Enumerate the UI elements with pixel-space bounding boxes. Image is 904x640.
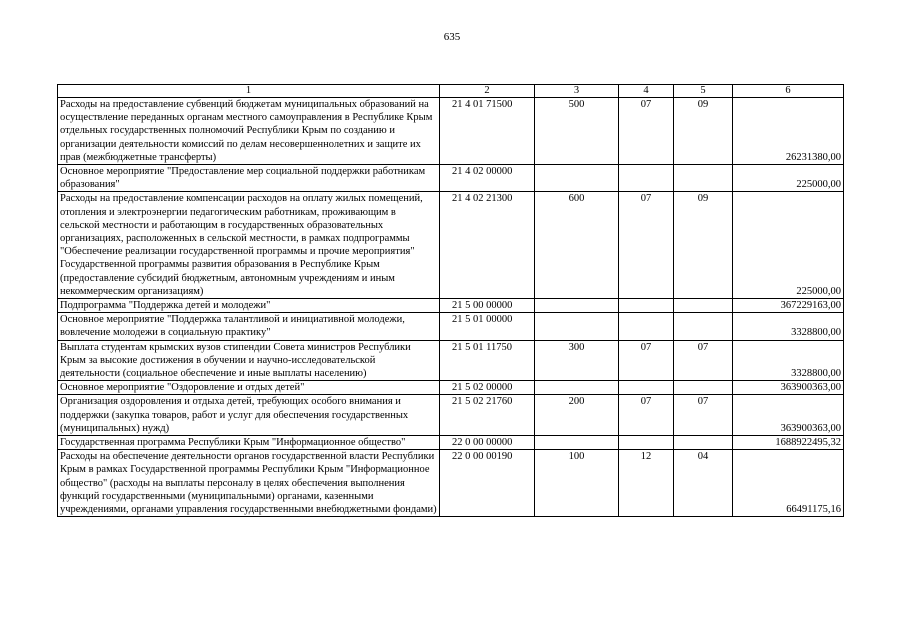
subsection-cell (674, 299, 733, 313)
table-row (58, 192, 844, 299)
section-cell (619, 313, 674, 340)
expense-type-cell (535, 299, 619, 313)
section-cell: 07 (619, 340, 674, 381)
target-code-cell: 21 5 00 00000 (440, 299, 535, 313)
subsection-cell: 09 (674, 98, 733, 165)
column-header: 4 (619, 85, 674, 98)
section-cell (619, 436, 674, 450)
amount-cell: 225000,00 (733, 192, 844, 299)
target-code-cell: 21 5 01 00000 (440, 313, 535, 340)
table-row (58, 165, 844, 192)
table-row (58, 313, 844, 340)
table-row (58, 340, 844, 381)
expense-type-cell: 300 (535, 340, 619, 381)
table-header-row (58, 85, 844, 98)
target-code-cell: 21 4 01 71500 (440, 98, 535, 165)
expense-type-cell (535, 165, 619, 192)
table-row (58, 98, 844, 165)
subsection-cell (674, 436, 733, 450)
expense-name-cell: Организация оздоровления и отдыха детей, требующих особого внимания и поддержки (закупка товаров, работ и услуг для обеспечения государственных (муниципальных) нужд) (58, 395, 440, 436)
subsection-cell (674, 165, 733, 192)
expense-name-cell: Основное мероприятие "Поддержка талантливой и инициативной молодежи, вовлечение молодежи в социальную практику" (58, 313, 440, 340)
target-code-cell: 21 4 02 00000 (440, 165, 535, 192)
column-header: 1 (58, 85, 440, 98)
amount-cell: 26231380,00 (733, 98, 844, 165)
section-cell: 07 (619, 98, 674, 165)
target-code-cell: 21 5 02 00000 (440, 381, 535, 395)
expense-type-cell: 100 (535, 450, 619, 517)
subsection-cell (674, 313, 733, 340)
amount-cell: 3328800,00 (733, 313, 844, 340)
expense-type-cell: 500 (535, 98, 619, 165)
column-header: 3 (535, 85, 619, 98)
amount-cell: 363900363,00 (733, 381, 844, 395)
expense-type-cell (535, 381, 619, 395)
expense-type-cell: 200 (535, 395, 619, 436)
amount-cell: 3328800,00 (733, 340, 844, 381)
section-cell (619, 381, 674, 395)
expense-type-cell: 600 (535, 192, 619, 299)
target-code-cell: 21 5 01 11750 (440, 340, 535, 381)
expense-name-cell: Основное мероприятие "Предоставление мер социальной поддержки работникам образования" (58, 165, 440, 192)
section-cell (619, 165, 674, 192)
subsection-cell (674, 381, 733, 395)
table-row (58, 436, 844, 450)
expense-name-cell: Расходы на обеспечение деятельности органов государственной власти Республики Крым в рамках Государственной программы Республики Крым "Информационное общество" (расходы на выплаты персоналу в целях обеспечения выполнения функций государственными (муниципальными) органами, казенными учреждениями, органами управления государственными внебюджетными фондами) (58, 450, 440, 517)
subsection-cell: 07 (674, 395, 733, 436)
expense-name-cell: Государственная программа Республики Крым "Информационное общество" (58, 436, 440, 450)
amount-cell: 66491175,16 (733, 450, 844, 517)
subsection-cell: 09 (674, 192, 733, 299)
table-row (58, 395, 844, 436)
column-header: 6 (733, 85, 844, 98)
budget-table (57, 84, 844, 517)
expense-type-cell (535, 313, 619, 340)
expense-type-cell (535, 436, 619, 450)
target-code-cell: 22 0 00 00190 (440, 450, 535, 517)
table-row (58, 381, 844, 395)
expense-name-cell: Подпрограмма "Поддержка детей и молодежи" (58, 299, 440, 313)
section-cell: 07 (619, 395, 674, 436)
section-cell: 07 (619, 192, 674, 299)
expense-name-cell: Расходы на предоставление компенсации расходов на оплату жилых помещений, отопления и электроэнергии педагогическим работникам, проживающим в сельской местности и работающим в государственных образовательных организациях, расположенных в сельской местности, в рамках подпрограммы "Обеспечение реализации государственной программы и прочие мероприятия" Государственной программы развития образования в Республике Крым (предоставление субсидий бюджетным, автономным учреждениям и иным некоммерческим организациям) (58, 192, 440, 299)
target-code-cell: 21 5 02 21760 (440, 395, 535, 436)
subsection-cell: 04 (674, 450, 733, 517)
table-row (58, 450, 844, 517)
amount-cell: 225000,00 (733, 165, 844, 192)
page-number: 635 (443, 31, 461, 43)
column-header: 5 (674, 85, 733, 98)
amount-cell: 367229163,00 (733, 299, 844, 313)
expense-name-cell: Выплата студентам крымских вузов стипендии Совета министров Республики Крым за высокие достижения в обучении и научно-исследовательской деятельности (социальное обеспечение и иные выплаты населению) (58, 340, 440, 381)
table-row (58, 299, 844, 313)
column-header: 2 (440, 85, 535, 98)
target-code-cell: 21 4 02 21300 (440, 192, 535, 299)
subsection-cell: 07 (674, 340, 733, 381)
expense-name-cell: Основное мероприятие "Оздоровление и отдых детей" (58, 381, 440, 395)
section-cell (619, 299, 674, 313)
amount-cell: 1688922495,32 (733, 436, 844, 450)
target-code-cell: 22 0 00 00000 (440, 436, 535, 450)
section-cell: 12 (619, 450, 674, 517)
expense-name-cell: Расходы на предоставление субвенций бюджетам муниципальных образований на осуществление переданных органам местного самоуправления в Республике Крым отдельных государственных полномочий Республики Крым по созданию и организации деятельности комиссий по делам несовершеннолетних и защите их прав (межбюджетные трансферты) (58, 98, 440, 165)
amount-cell: 363900363,00 (733, 395, 844, 436)
